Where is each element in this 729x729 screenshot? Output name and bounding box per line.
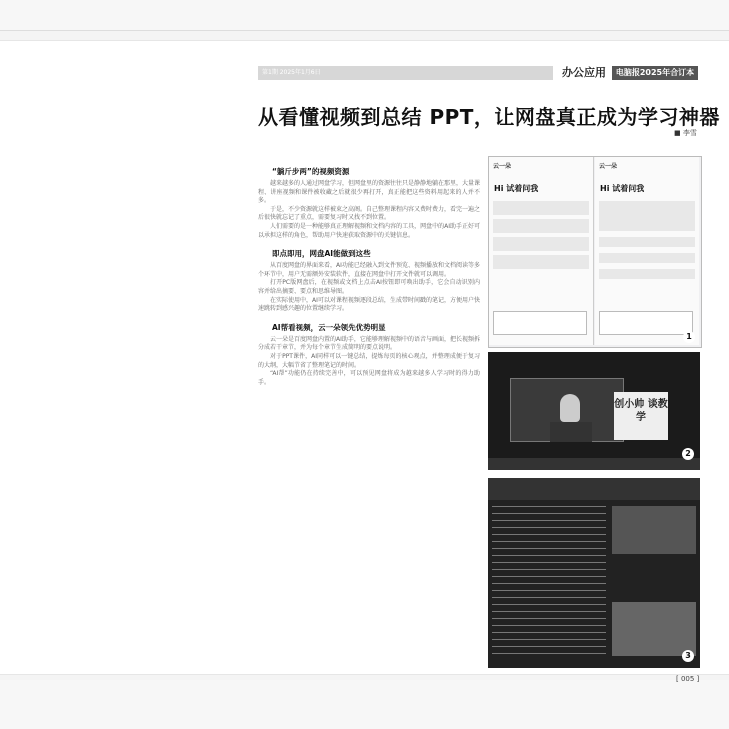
suggestion-card <box>493 255 589 269</box>
page-number: [ 005 ] <box>676 675 700 683</box>
figure-ai-chat <box>488 156 702 348</box>
paragraph: 云一朵是百度网盘内置的AI助手，它能够理解视频中的语音与画面，把长视频拆分成若干章节，并为每个章节生成简明的要点说明。 <box>258 335 480 352</box>
paragraph: 越来越多的人通过网盘学习，但网盘里的资源往往只是静静地躺在那里，大量课程、讲座视频和课件被收藏之后就很少再打开，真正能把这些资料用起来的人并不多。 <box>258 180 481 205</box>
section-heading: “躺斤步两”的视频资源 <box>272 167 350 176</box>
chat-greeting: Hi 试着问我 <box>494 184 539 193</box>
paragraph: 打开PC版网盘后，在视频或文档上点击AI按钮即可唤出助手，它会自动识别内容并给出摘要、要点和思维导图。 <box>258 279 480 295</box>
chat-pane-right <box>595 157 699 345</box>
suggestion-card <box>493 237 589 251</box>
issue-date: 第1期 2025年1月6日 <box>262 69 321 76</box>
paragraph: 从百度网盘的界面来看，AI功能已经融入到文件预览、视频播放和文档阅读等多个环节中，用户无需额外安装软件，直接在网盘中打开文件就可以调用。 <box>258 262 480 278</box>
figure-number-badge: 3 <box>682 650 694 662</box>
section-category: 办公应用 <box>562 66 606 79</box>
chat-input <box>493 311 587 335</box>
suggestion-card <box>599 253 695 263</box>
chat-greeting: Hi 试着问我 <box>600 184 645 193</box>
presenter-body <box>550 422 592 442</box>
paragraph: 对于PPT课件，AI同样可以一键总结，提炼每页的核心观点，并整理成便于复习的大纲，大幅节省了整理笔记的时间。 <box>258 352 480 369</box>
video-thumbnail <box>612 506 696 554</box>
summary-text <box>492 506 606 660</box>
section-heading: 即点即用，网盘AI能做到这些 <box>272 249 371 259</box>
presenter-head <box>560 394 580 422</box>
chat-pane-left <box>489 157 594 345</box>
suggestion-card <box>599 237 695 247</box>
yunyiduo-logo: 云一朵 <box>599 163 618 170</box>
player-controls <box>488 458 700 470</box>
yunyiduo-logo: 云一朵 <box>493 163 512 170</box>
player-toolbar <box>488 478 700 500</box>
suggestion-card <box>493 219 589 233</box>
section-heading: AI帮看视频，云一朵领先优势明显 <box>272 322 386 332</box>
chat-input <box>599 311 693 335</box>
figure-number-badge: 2 <box>682 448 694 460</box>
article-title: 从看懂视频到总结 PPT，让网盘真正成为学习神器 <box>258 105 720 129</box>
suggestion-card <box>599 269 695 279</box>
figure-video-lecture <box>488 352 700 470</box>
paragraph: 在实际使用中，AI可以对课程视频逐段总结，生成带时间戳的笔记，方便用户快速跳转到感兴趣的位置继续学习。 <box>258 296 480 313</box>
article-body <box>258 158 480 668</box>
paragraph: “AI帮”功能仍在持续完善中，可以预见网盘将成为越来越多人学习时的得力助手。 <box>258 370 480 386</box>
video-preview <box>612 602 696 656</box>
channel-stamp: 创小帅 谈教学 <box>614 392 668 440</box>
viewer-bottom-bar <box>0 680 729 729</box>
article-author: ■ 李雪 <box>674 129 697 137</box>
paragraph: 人们需要的是一种能够真正理解视频和文档内容的工具，网盘中的AI助手正好可以承担这样的角色，帮助用户快速获取资源中的关键信息。 <box>258 222 480 239</box>
paragraph: 于是，不少资源就这样被束之高阁。自己整理课程内容又费时费力，看完一遍之后很快就忘记了重点，需要复习时又找不到位置。 <box>258 205 481 222</box>
viewer-top-bar <box>0 0 729 31</box>
suggestion-card <box>493 201 589 215</box>
magazine-name: 电脑报2025年合订本 <box>612 66 698 80</box>
figure-ai-summary <box>488 478 700 668</box>
tool-grid <box>599 201 695 231</box>
figure-number-badge: 1 <box>683 331 695 343</box>
